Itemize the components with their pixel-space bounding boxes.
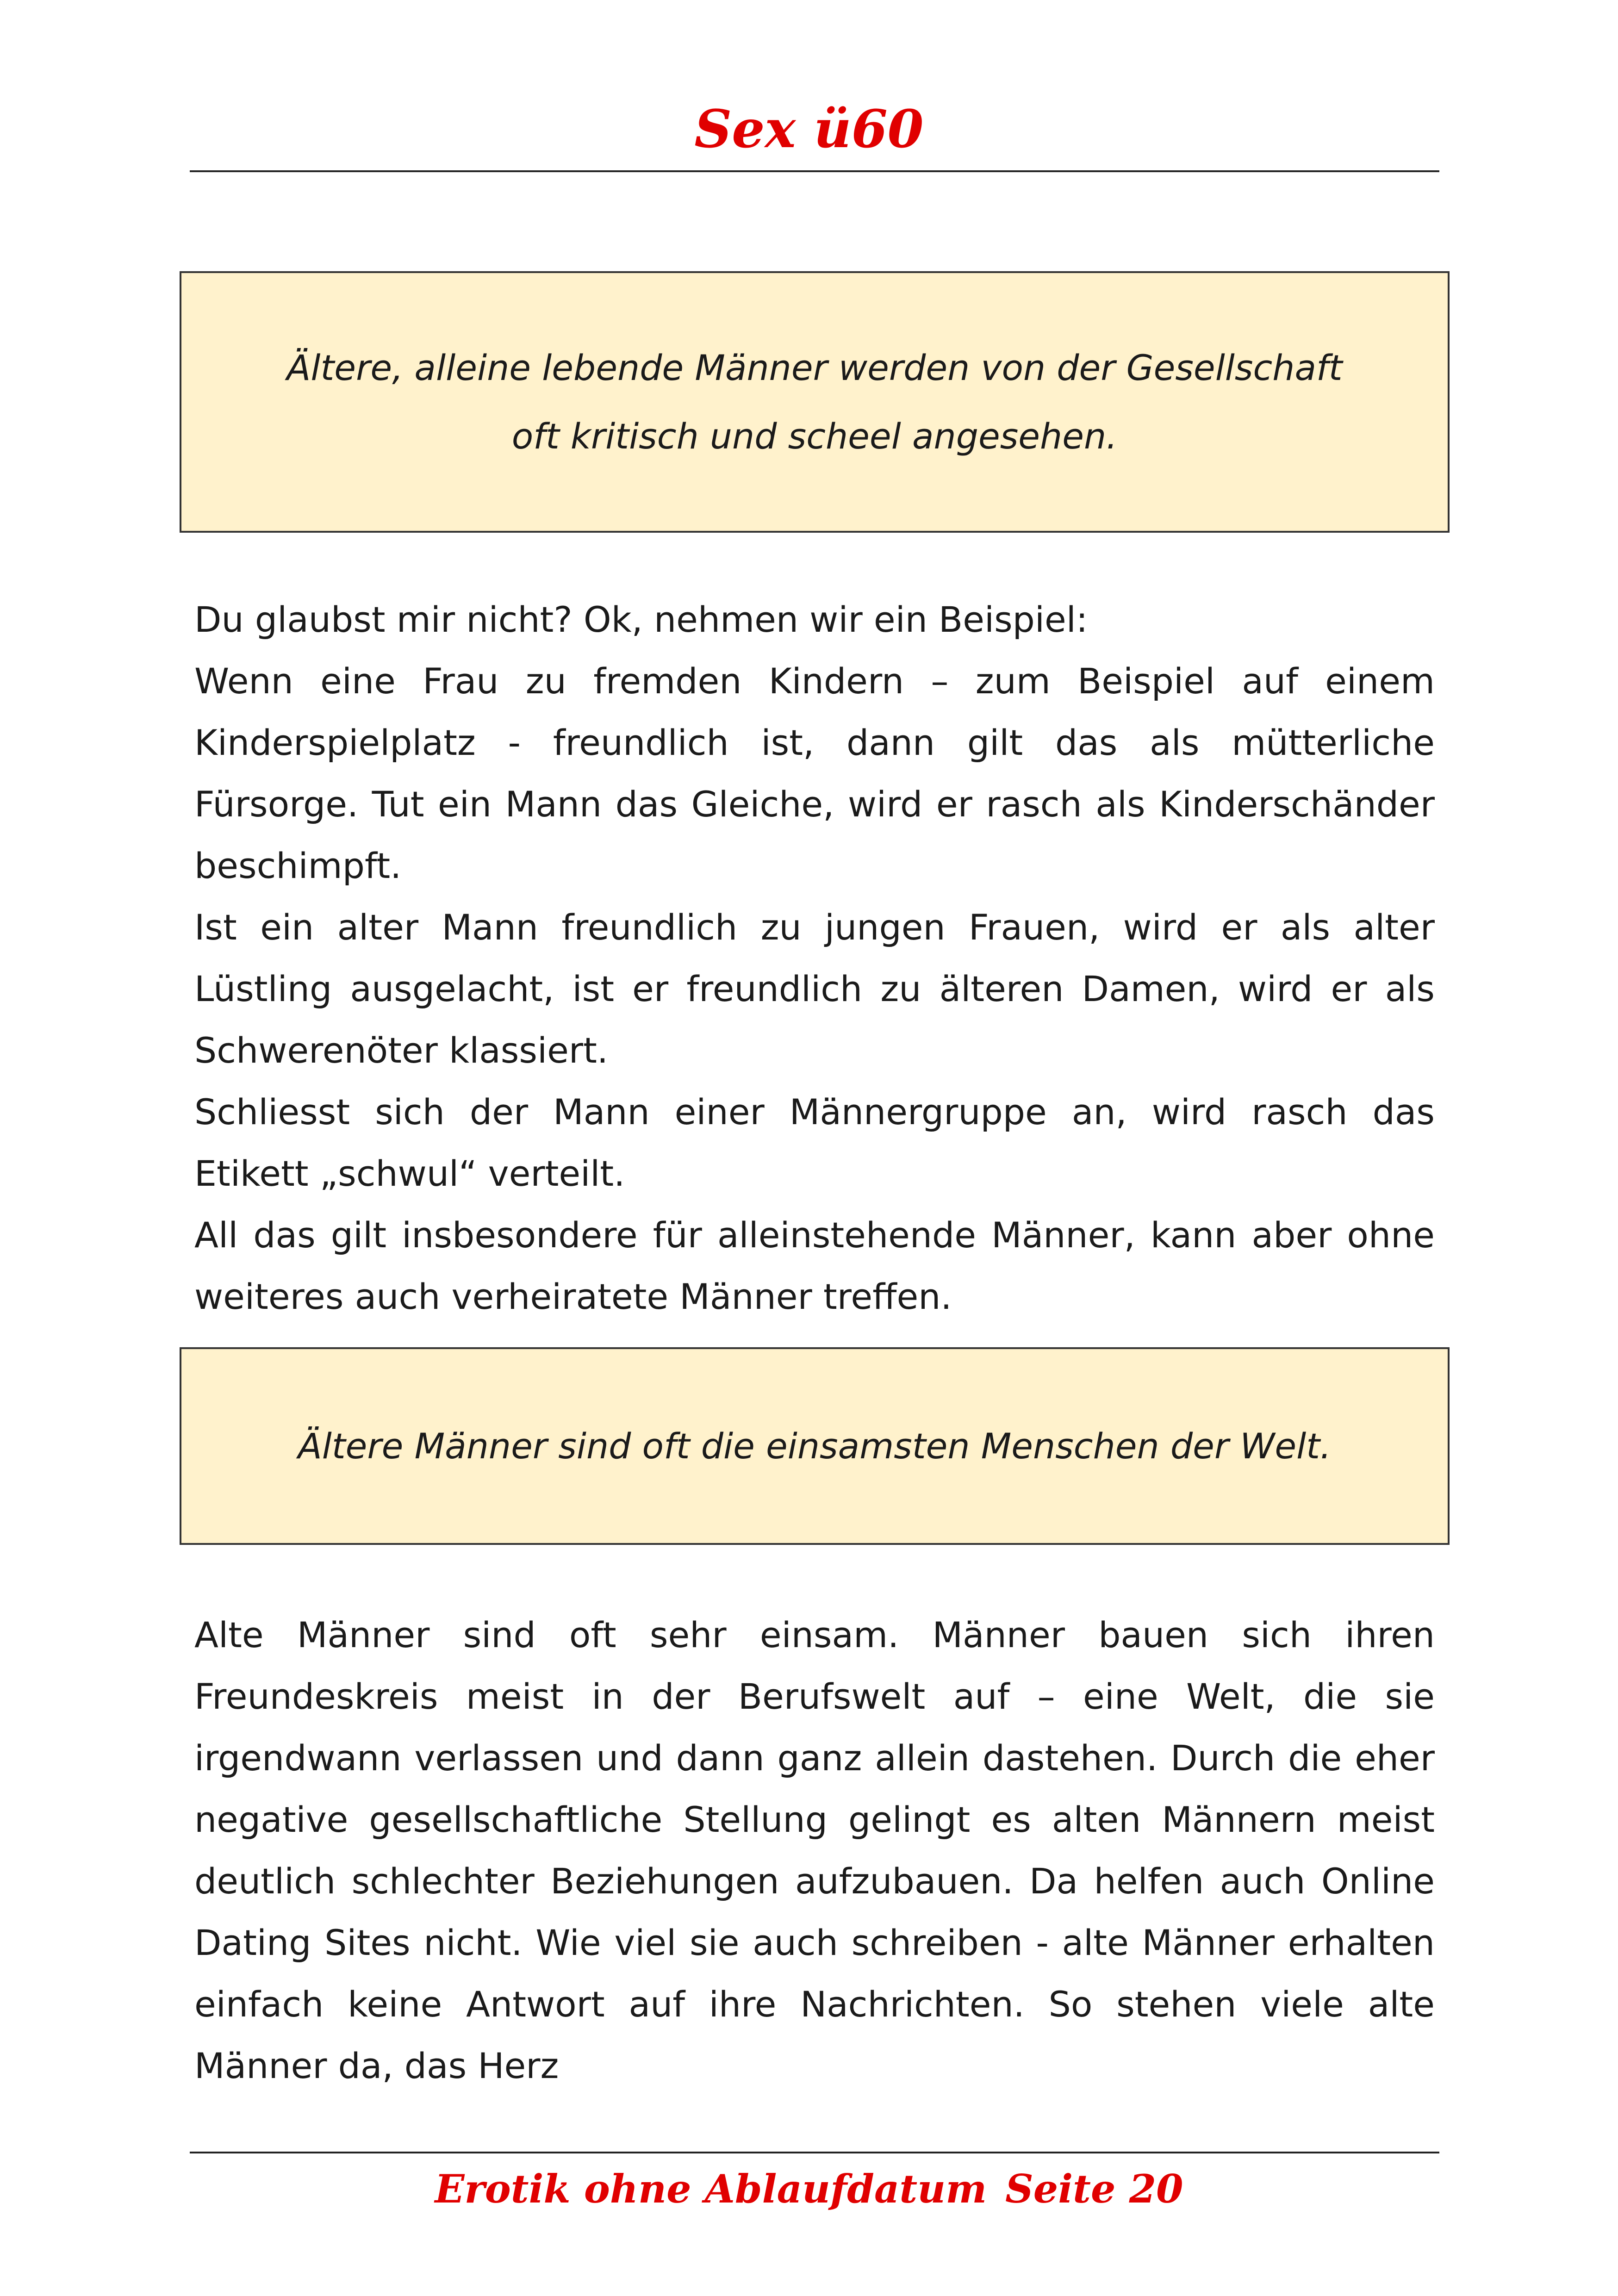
paragraph: Wenn eine Frau zu fremden Kindern – zum Beispiel auf einem Kinderspielplatz - freundlich ist, dann gilt das als mütterliche Fürsorge. Tut ein Mann das Gleiche, wird er rasch als Kinderschänder beschimpft.	[194, 660, 1435, 886]
highlight-quote-box	[180, 271, 1450, 533]
body-text-section	[194, 1604, 1435, 2097]
highlight-quote-box	[180, 1347, 1450, 1545]
paragraph: All das gilt insbesondere für alleinstehende Männer, kann aber ohne weiteres auch verheiratete Männer treffen.	[194, 1214, 1435, 1317]
paragraph: Schliesst sich der Mann einer Männergruppe an, wird rasch das Etikett „schwul“ verteilt.	[194, 1091, 1435, 1194]
quote-line: oft kritisch und scheel angesehen.	[511, 415, 1118, 457]
page-header-title: Sex ü60	[694, 99, 924, 160]
quote-line: Ältere Männer sind oft die einsamsten Menschen der Welt.	[298, 1425, 1332, 1467]
page-footer	[0, 2159, 1618, 2219]
paragraph: Ist ein alter Mann freundlich zu jungen Frauen, wird er als alter Lüstling ausgelacht, ist er freundlich zu älteren Damen, wird er als Schwerenöter klassiert.	[194, 907, 1435, 1071]
footer-page-number: Seite 20	[1005, 2166, 1183, 2212]
paragraph: Alte Männer sind oft sehr einsam. Männer bauen sich ihren Freundeskreis meist in der Berufswelt auf – eine Welt, die sie irgendwann verlassen und dann ganz allein dastehen. Durch die eher negative gesellschaftliche Stellung gelingt es alten Männern meist deutlich schlechter Beziehungen aufzubauen. Da helfen auch Online Dating Sites nicht. Wie viel sie auch schreiben - alte Männer erhalten einfach keine Antwort auf ihre Nachrichten. So stehen viele alte Männer da, das Herz	[194, 1614, 1435, 2086]
header-divider	[190, 170, 1439, 172]
footer-book-title: Erotik ohne Ablaufdatum	[435, 2166, 987, 2212]
quote-line: Ältere, alleine lebende Männer werden von der Gesellschaft	[286, 347, 1343, 388]
body-text-section	[194, 589, 1435, 1327]
footer-divider	[190, 2152, 1439, 2153]
paragraph: Du glaubst mir nicht? Ok, nehmen wir ein Beispiel:	[194, 599, 1088, 640]
highlight-quote-text	[259, 334, 1370, 471]
highlight-quote-text	[259, 1412, 1370, 1481]
